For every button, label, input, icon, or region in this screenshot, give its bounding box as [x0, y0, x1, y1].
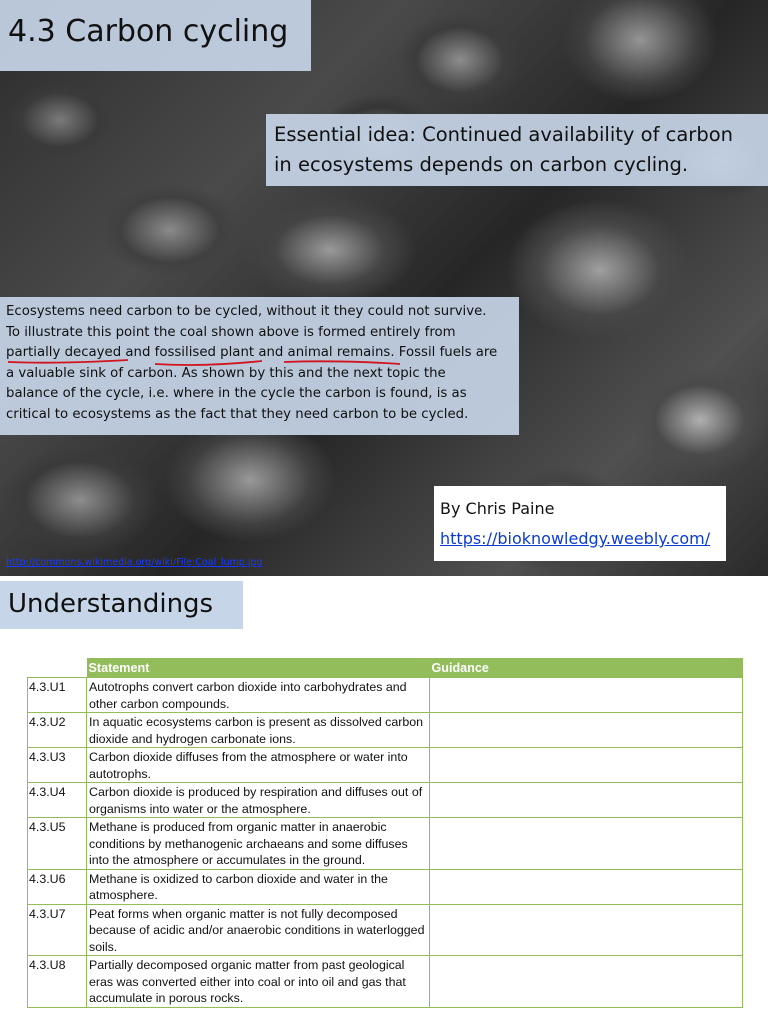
- row-guidance: [430, 869, 743, 904]
- row-guidance: [430, 748, 743, 783]
- intro-line: To illustrate this point the coal shown above is formed entirely from: [6, 324, 456, 340]
- slide-understandings: [0, 576, 768, 1024]
- table-row: [28, 678, 743, 713]
- row-code: 4.3.U1: [28, 678, 87, 713]
- intro-line: critical to ecosystems as the fact that they need carbon to be cycled.: [6, 406, 469, 422]
- row-statement: Methane is produced from organic matter in anaerobic conditions by methanogenic archaeans and some diffuses into the atmosphere or accumulates in the ground.: [87, 818, 430, 870]
- essential-idea-line-2: in ecosystems depends on carbon cycling.: [274, 153, 689, 176]
- row-statement: Peat forms when organic matter is not fully decomposed because of acidic and/or anaerobic conditions in waterlogged soils.: [87, 904, 430, 956]
- row-statement: In aquatic ecosystems carbon is present as dissolved carbon dioxide and hydrogen carbonate ions.: [87, 713, 430, 748]
- author-name: By Chris Paine: [440, 499, 555, 518]
- intro-line: partially decayed and fossilised plant and animal remains. Fossil fuels are: [6, 345, 498, 361]
- image-source-link[interactable]: http://commons.wikimedia.org/wiki/File:Coal_lump.jpg: [6, 557, 263, 568]
- table-row: [28, 748, 743, 783]
- row-code: 4.3.U7: [28, 904, 87, 956]
- intro-line: balance of the cycle, i.e. where in the cycle the carbon is found, is as: [6, 386, 467, 402]
- row-code: 4.3.U3: [28, 748, 87, 783]
- section-title-box: [0, 581, 243, 629]
- understandings-table: [27, 658, 743, 1008]
- intro-line: a valuable sink of carbon. As shown by this and the next topic the: [6, 365, 446, 381]
- row-code: 4.3.U4: [28, 783, 87, 818]
- essential-idea-line-1: Essential idea: Continued availability of carbon: [274, 123, 733, 146]
- table-row: [28, 869, 743, 904]
- row-guidance: [430, 904, 743, 956]
- author-box: [434, 486, 726, 561]
- table-header-row: [28, 658, 743, 678]
- table-row: [28, 904, 743, 956]
- row-guidance: [430, 818, 743, 870]
- table-row: [28, 713, 743, 748]
- essential-idea-box: [266, 114, 768, 186]
- intro-text-box: [0, 297, 519, 435]
- table-row: [28, 818, 743, 870]
- section-title: Understandings: [8, 589, 214, 619]
- row-guidance: [430, 956, 743, 1008]
- row-statement: Partially decomposed organic matter from past geological eras was converted either into coal or into oil and gas that accumulate in porous rocks.: [87, 956, 430, 1008]
- author-website-link[interactable]: https://bioknowledgy.weebly.com/: [440, 529, 711, 548]
- table-row: [28, 956, 743, 1008]
- row-guidance: [430, 783, 743, 818]
- row-statement: Carbon dioxide is produced by respiration and diffuses out of organisms into water or the atmosphere.: [87, 783, 430, 818]
- row-code: 4.3.U6: [28, 869, 87, 904]
- row-guidance: [430, 713, 743, 748]
- row-code: 4.3.U5: [28, 818, 87, 870]
- title-box: [0, 0, 311, 71]
- header-guidance: Guidance: [430, 658, 743, 678]
- row-code: 4.3.U8: [28, 956, 87, 1008]
- table-row: [28, 783, 743, 818]
- row-statement: Methane is oxidized to carbon dioxide and water in the atmosphere.: [87, 869, 430, 904]
- header-code: [28, 658, 87, 678]
- row-statement: Carbon dioxide diffuses from the atmosphere or water into autotrophs.: [87, 748, 430, 783]
- intro-line: Ecosystems need carbon to be cycled, without it they could not survive.: [6, 304, 487, 319]
- slide-title: 4.3 Carbon cycling: [8, 14, 289, 49]
- header-statement: Statement: [87, 658, 430, 678]
- row-statement: Autotrophs convert carbon dioxide into carbohydrates and other carbon compounds.: [87, 678, 430, 713]
- row-guidance: [430, 678, 743, 713]
- row-code: 4.3.U2: [28, 713, 87, 748]
